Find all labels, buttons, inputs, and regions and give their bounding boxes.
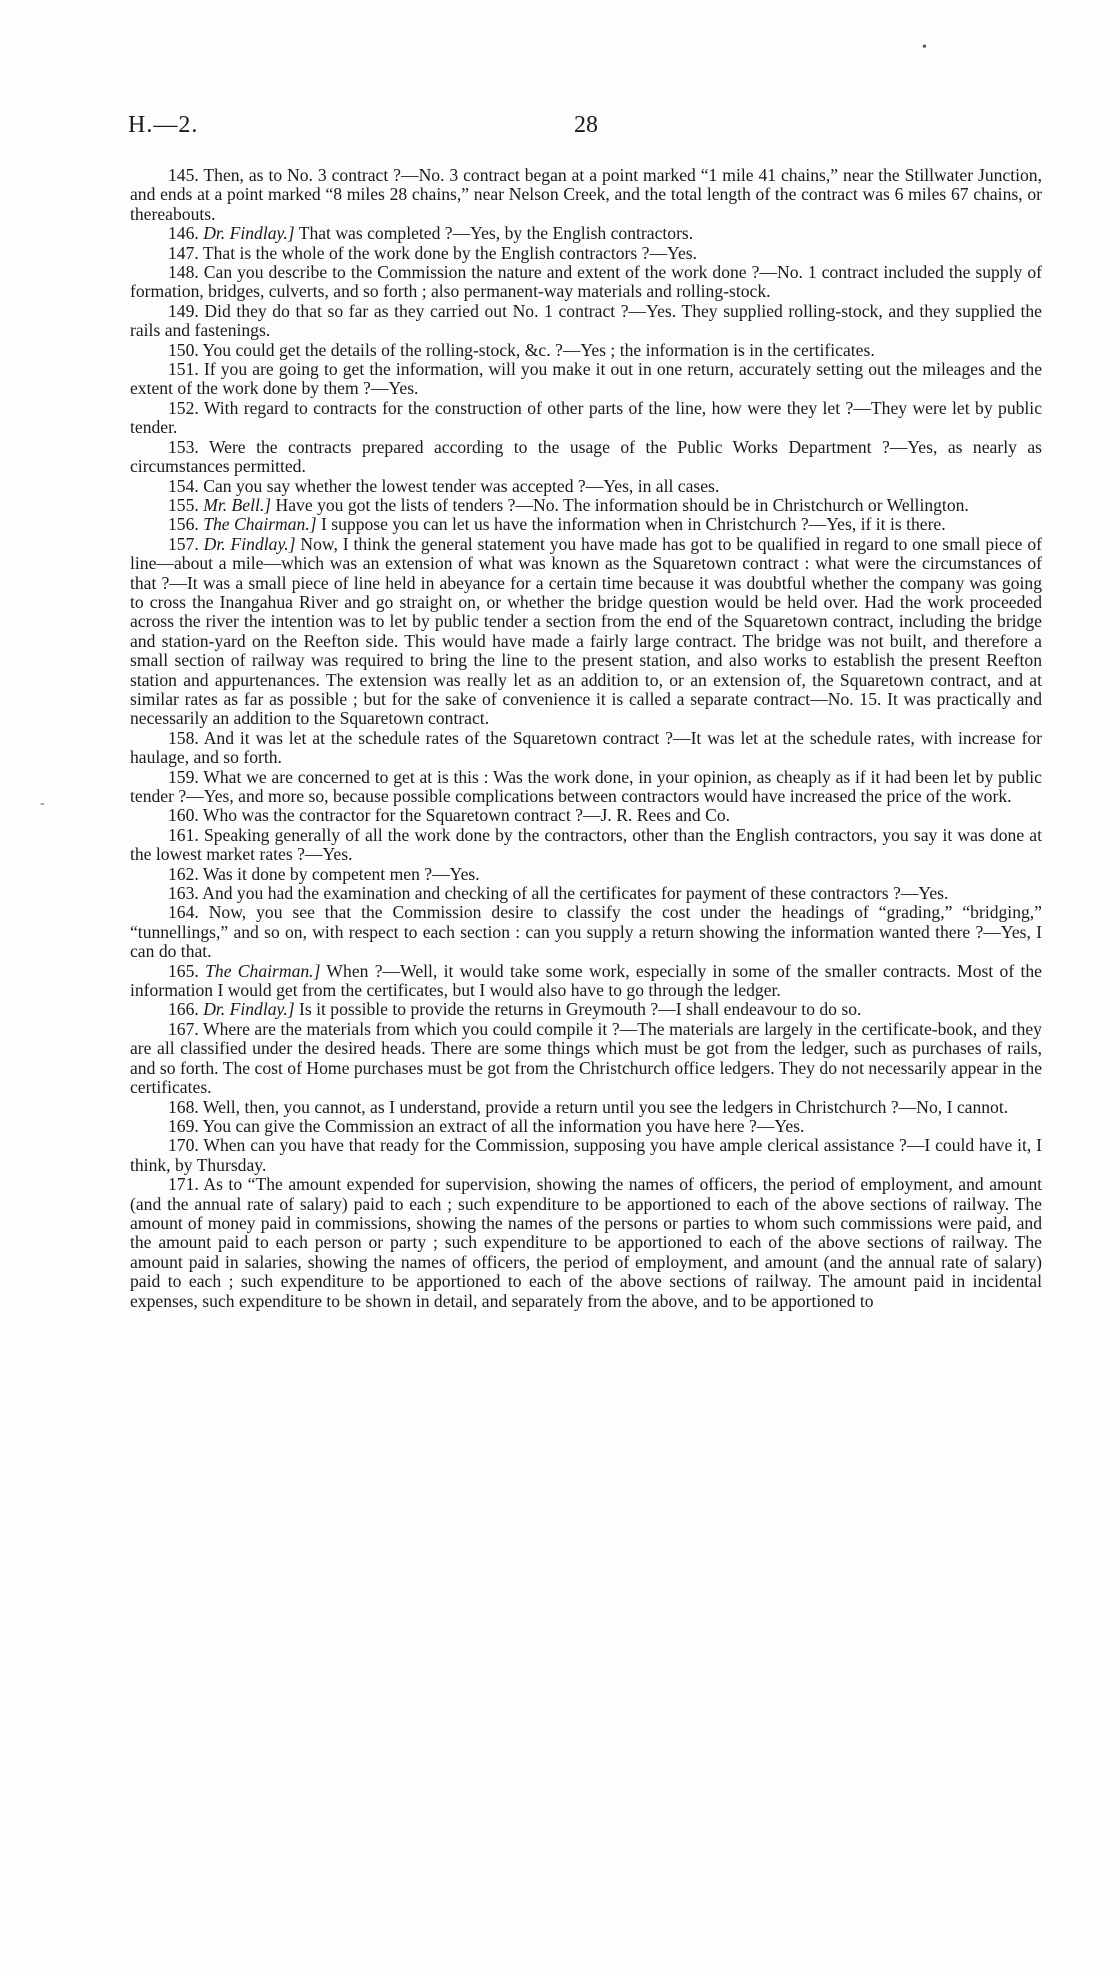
paragraph-text: Now, you see that the Commission desire to classify the cost under the headings of “grading,” “bridging,” “tunnellings,” and so on, with respect to each section : can you supply a return showing the information wanted there ?—Yes, I can do that. [130,902,1042,962]
paragraph-text: Were the contracts prepared according to the usage of the Public Works Department ?—Yes, as nearly as circumstances permitted. [130,436,1042,477]
paragraph-text: With regard to contracts for the construction of other parts of the line, how were they let ?—They were let by public tender. [130,397,1042,438]
paragraph-text: Then, as to No. 3 contract ?—No. 3 contract began at a point marked “1 mile 41 chains,” near the Stillwater Junction, and ends at a point marked “8 miles 28 chains,” near Nelson Creek, and the total length of the contract was 6 miles 67 chains, or thereabouts. [130,165,1042,224]
margin-dash-mark: - [40,796,45,811]
paragraph-text: That was completed ?—Yes, by the English contractors. [298,223,694,244]
paragraph-number: 158. [168,727,199,748]
paragraph-number: 148. [168,262,199,283]
paragraph-number: 151. [168,359,199,380]
paragraph-text: Who was the contractor for the Squaretown contract ?—J. R. Rees and Co. [202,805,731,826]
paragraph-text: And you had the examination and checking of all the certificates for payment of these contractors ?—Yes. [202,883,949,904]
paragraph-number: 154. [168,475,199,496]
paragraph-text: Did they do that so far as they carried out No. 1 contract ?—Yes. They supplied rolling-stock, and they supplied the rails and fastenings. [130,300,1042,341]
paragraph-text: As to “The amount expended for supervision, showing the names of officers, the period of employment, and amount (and the annual rate of salary) paid to each ; such expenditure to be apportioned to each of the above sections of railway. The amount of money paid in commissions, showing the names of the persons or parties to whom such commissions were paid, and the amount paid to each person or party ; such expenditure to be apportioned to each of the above sections of railway. The amount paid in salaries, showing the names of officers, the period of employment, and amount (and the annual rate of salary) paid to each ; such expenditure to be apportioned to each of the above sections of railway. The amount paid in incidental expenses, such expenditure to be shown in detail, and separately from the above, and to be apportioned to [130,1174,1042,1311]
speck-mark: • [922,40,927,55]
qa-paragraph [130,884,1042,903]
qa-paragraph [130,438,1042,477]
speaker-label: Dr. Findlay.] [203,533,296,554]
paragraph-number: 157. [168,533,199,554]
paragraph-number: 145. [168,165,199,185]
paragraph-text: When can you have that ready for the Commission, supposing you have ample clerical assistance ?—I could have it, I think, by Thursday. [130,1135,1042,1175]
page-number: 28 [574,112,598,138]
paragraph-number: 165. [168,960,199,981]
qa-paragraph [130,224,1042,243]
paragraph-text: Is it possible to provide the returns in Greymouth ?—I shall endeavour to do so. [299,999,862,1020]
speaker-label: Mr. Bell.] [203,494,272,515]
speaker-label: Dr. Findlay.] [203,223,295,244]
paragraph-text: And it was let at the schedule rates of the Squaretown contract ?—It was let at the schedule rates, with increase for haulage, and so forth. [130,727,1042,768]
qa-paragraph [130,1117,1042,1136]
paragraph-number: 155. [168,494,199,515]
paragraph-text: Where are the materials from which you could compile it ?—The materials are largely in the certificate-book, and they are all classified under the desired heads. There are some things which must be got from the ledger, such as purchases of rails, and so forth. The cost of Home purchases must be got from the Christchurch office ledgers. They do not necessarily appear in the certificates. [130,1018,1042,1098]
speaker-label: Dr. Findlay.] [203,999,295,1020]
paragraph-number: 156. [168,514,199,535]
qa-paragraph [130,399,1042,438]
body-text [130,166,1042,1311]
paragraph-text: What we are concerned to get at is this : Was the work done, in your opinion, as cheaply as if it had been let by public tender ?—Yes, and more so, because possible complications between contractors would have increased the price of the work. [130,766,1042,806]
paragraph-text: Can you describe to the Commission the nature and extent of the work done ?—No. 1 contract included the supply of formation, bridges, culverts, and so forth ; also permanent-way materials and rolling-stock. [130,262,1042,302]
qa-paragraph [130,496,1042,515]
qa-paragraph [130,962,1042,1001]
paragraph-text: You can give the Commission an extract of all the information you have here ?—Yes. [202,1115,805,1136]
paragraph-number: 159. [168,766,199,787]
paragraph-text: You could get the details of the rolling-stock, &c. ?—Yes ; the information is in the certificates. [202,339,875,360]
qa-paragraph [130,1020,1042,1098]
paragraph-number: 152. [168,397,199,418]
paragraph-number: 163. [168,883,199,904]
qa-paragraph [130,477,1042,496]
paragraph-text: Now, I think the general statement you have made has got to be qualified in regard to one small piece of line—about a mile—which was an extension of what was known as the Squaretown contract : what were the circumstances of that ?—It was a small piece of line held in abeyance for a certain time because it was doubtful whether the company was going to cross the Inangahua River and go straight on, or whether the bridge question would be held over. Had the work proceeded across the river the intention was to let by public tender a section from the end of the Squaretown contract, including the bridge and station-yard on the Reefton side. This would have made a fairly large contract. The bridge was not built, and therefore a small section of railway was required to bring the line to the present station, and also works to establish the present Reefton station and appurtenances. The extension was really let as an addition to, or an extension of, the Squaretown contract, and at similar rates as far as possible ; but for the sake of convenience it is called a separate contract—No. 15. It was practically and necessarily an addition to the Squaretown contract. [130,533,1042,729]
paragraph-number: 164. [168,902,199,923]
qa-paragraph [130,341,1042,360]
qa-paragraph [130,515,1042,534]
paragraph-text: That is the whole of the work done by the English contractors ?—Yes. [202,242,698,263]
paragraph-text: Well, then, you cannot, as I understand, provide a return until you see the ledgers in Christchurch ?—No, I cannot. [202,1096,1009,1117]
paragraph-number: 161. [168,824,199,845]
qa-paragraph [130,729,1042,768]
qa-paragraph [130,360,1042,399]
paragraph-number: 167. [168,1018,199,1039]
qa-paragraph [130,244,1042,263]
qa-paragraph [130,1000,1042,1019]
qa-paragraph [130,768,1042,807]
paragraph-text: Was it done by competent men ?—Yes. [202,863,480,884]
paragraph-number: 150. [168,339,199,360]
qa-paragraph [130,263,1042,302]
paragraph-number: 160. [168,805,199,826]
page-header [128,112,1044,142]
paragraph-number: 166. [168,999,199,1020]
document-reference: H.—2. [128,112,199,138]
paragraph-number: 162. [168,863,199,884]
qa-paragraph [130,535,1042,729]
paragraph-number: 168. [168,1096,199,1117]
speaker-label: The Chairman.] [205,960,321,981]
qa-paragraph [130,302,1042,341]
speaker-label: The Chairman.] [203,514,317,535]
paragraph-text: When ?—Well, it would take some work, especially in some of the smaller contracts. Most of the information I would get from the certificates, but I would also have to go through the ledger. [130,960,1042,1001]
qa-paragraph [130,1136,1042,1175]
qa-paragraph [130,865,1042,884]
paragraph-number: 147. [168,242,199,263]
qa-paragraph [130,806,1042,825]
paragraph-number: 146. [168,223,199,244]
paragraph-text: Speaking generally of all the work done by the contractors, other than the English contractors, you say it was done at the lowest market rates ?—Yes. [130,824,1043,865]
qa-paragraph [130,1175,1042,1311]
paragraph-number: 171. [168,1174,199,1195]
qa-paragraph [130,826,1042,865]
paragraph-number: 170. [168,1135,199,1156]
paragraph-number: 149. [168,300,199,321]
paragraph-text: Have you got the lists of tenders ?—No. The information should be in Christchurch or Wellington. [275,494,969,515]
qa-paragraph [130,903,1042,961]
paragraph-text: If you are going to get the information, will you make it out in one return, accurately setting out the mileages and the extent of the work done by them ?—Yes. [130,359,1043,399]
qa-paragraph [130,1098,1042,1117]
paragraph-text: Can you say whether the lowest tender was accepted ?—Yes, in all cases. [203,475,720,496]
qa-paragraph [130,166,1042,224]
paragraph-number: 153. [168,436,199,457]
paragraph-number: 169. [168,1115,199,1136]
paragraph-text: I suppose you can let us have the information when in Christchurch ?—Yes, if it is there. [321,514,946,535]
